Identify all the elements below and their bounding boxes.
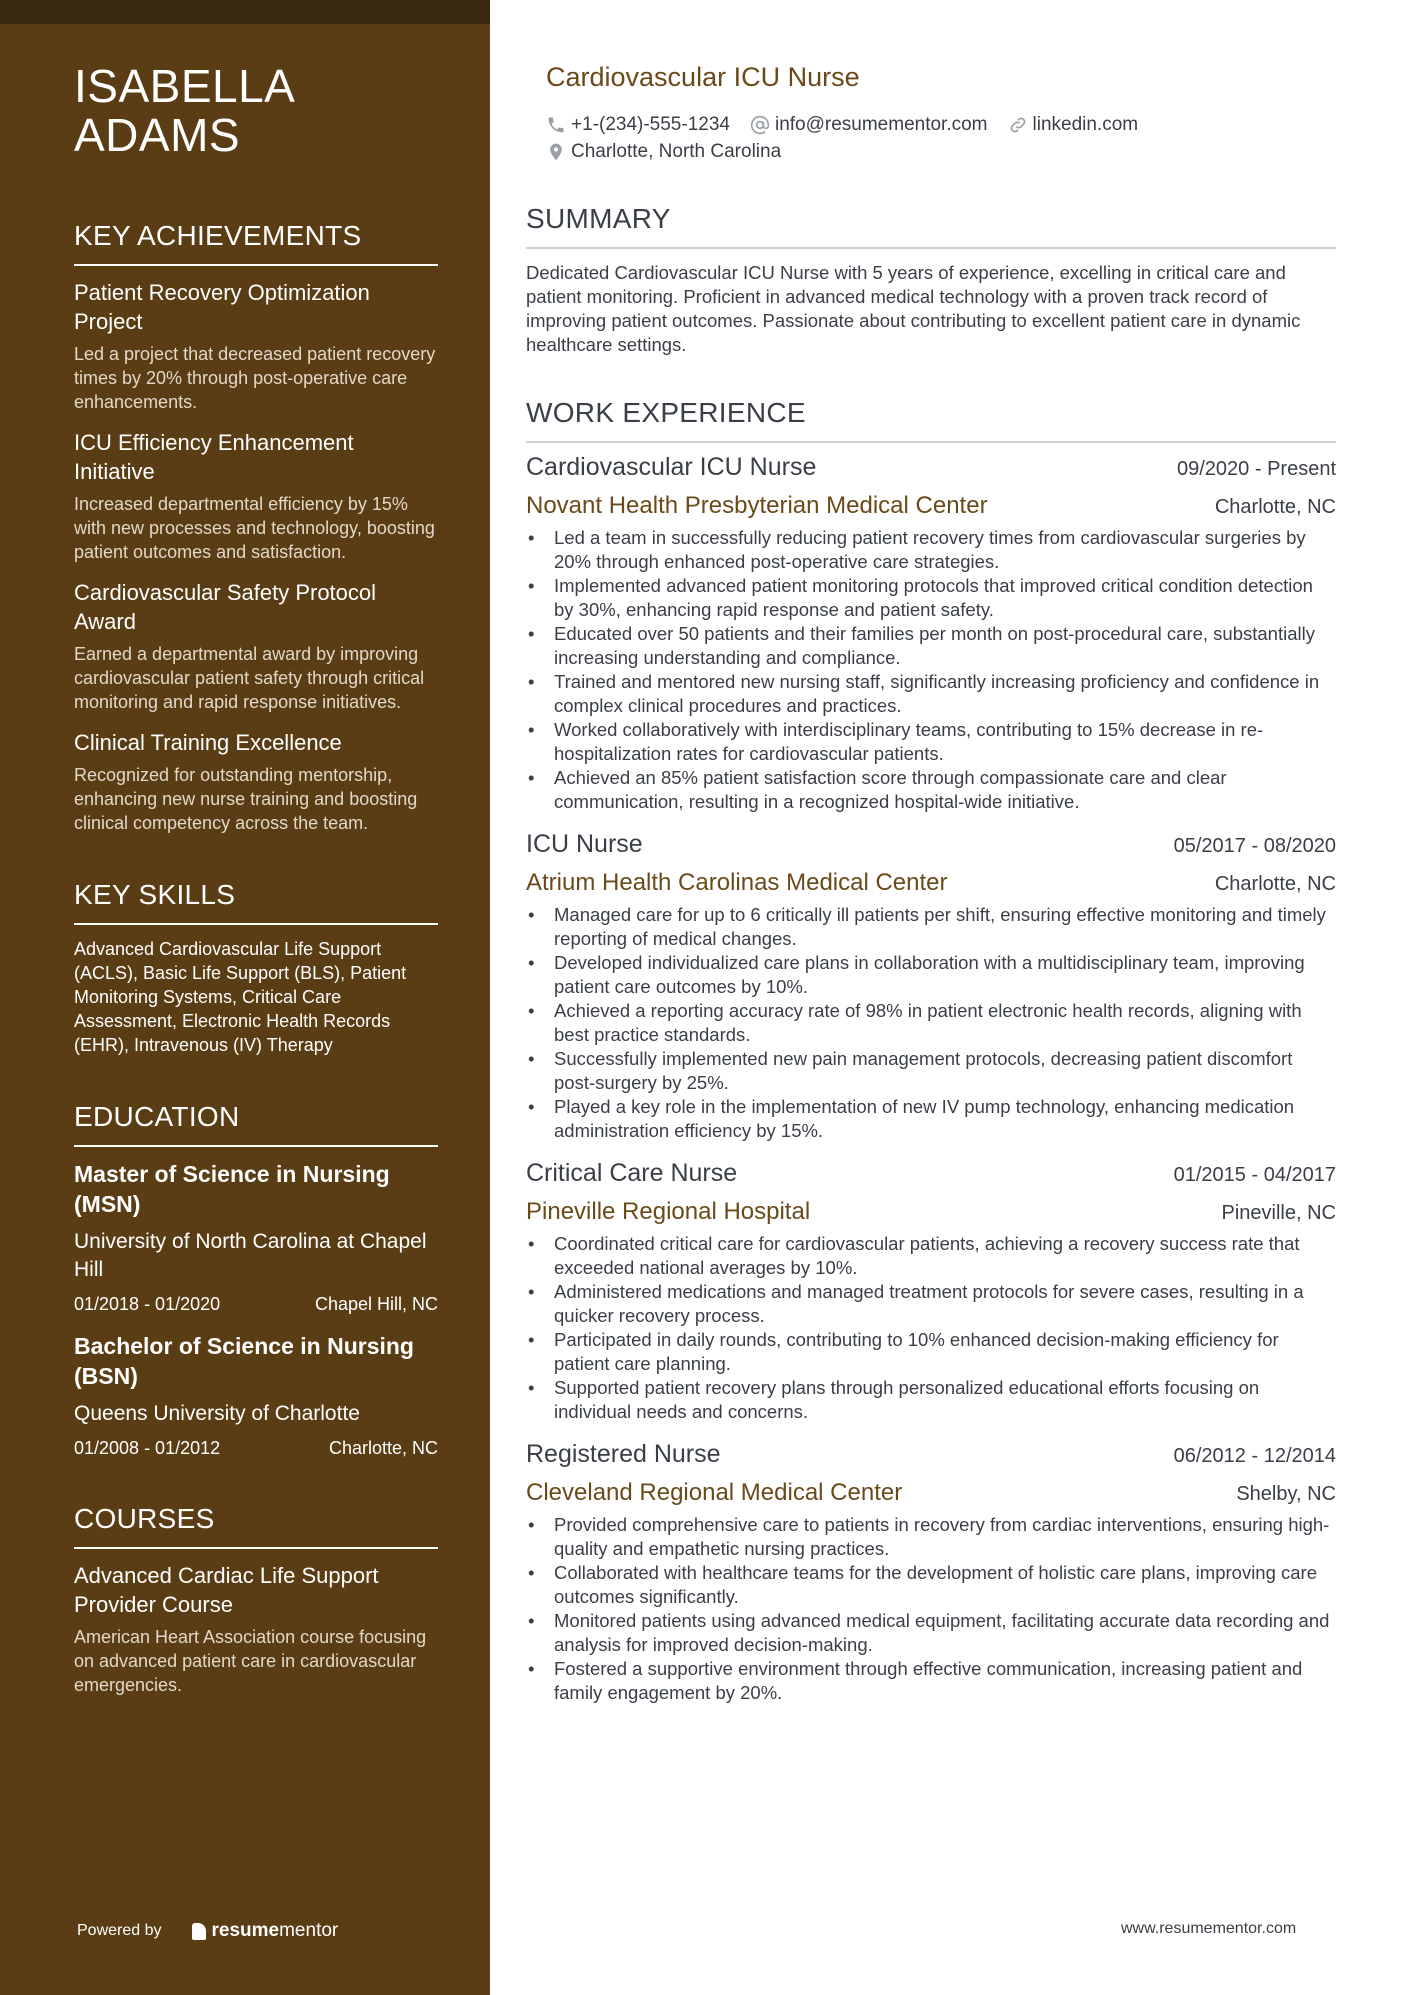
job-location: Shelby, NC [1236,1483,1336,1505]
contact-email[interactable] [750,114,988,136]
at-sign-icon [750,115,770,135]
achievement-description: Increased departmental efficiency by 15% with new processes and technology, boosting patient outcomes and satisfaction. [74,494,435,562]
job-header [526,1159,1336,1188]
brand-logo[interactable] [192,1920,339,1942]
job-dates: 01/2015 - 04/2017 [1173,1164,1336,1186]
job-subheader [526,869,1336,897]
email-text: info@resumementor.com [774,113,988,135]
contact-location [546,141,781,163]
name-first: ISABELLA [74,60,296,112]
job-location: Charlotte, NC [1214,496,1336,518]
location-text: Charlotte, North Carolina [571,140,782,162]
achievement-description: Earned a departmental award by improving cardiovascular patient safety through critical monitoring and rapid response initiatives. [74,644,425,712]
job-dates: 09/2020 - Present [1177,458,1336,480]
job-entry [526,453,1336,814]
achievement-item [74,728,438,835]
job-header [526,830,1336,859]
job-bullet: • Trained and mentored new nursing staff, significantly increasing proficiency and confidence in complex clinical procedures and practices. [526,670,1336,718]
brand-mark-icon [192,1923,206,1940]
main-content [526,62,1336,1705]
brand-light: mentor [279,1920,339,1941]
achievement-description: Recognized for outstanding mentorship, enhancing new nurse training and boosting clinical competency across the team. [74,765,418,833]
job-bullet: • Participated in daily rounds, contributing to 10% enhanced decision-making efficiency for patient care planning. [526,1328,1336,1376]
education-item [74,1331,438,1459]
education-meta [74,1294,438,1315]
summary-text: Dedicated Cardiovascular ICU Nurse with 5 years of experience, excelling in critical care and patient monitoring. Proficient in advanced medical technology with a proven track record of improving patient outcomes. Passionate about contributing to excellent patient care in dynamic healthcare settings. [526,262,1301,355]
job-subheader [526,1198,1336,1226]
job-bullet: • Educated over 50 patients and their families per month on post-procedural care, substantially increasing understanding and compliance. [526,622,1336,670]
education-school: University of North Carolina at Chapel Hill [74,1230,427,1281]
job-role: Cardiovascular ICU Nurse [526,453,817,481]
linkedin-text: linkedin.com [1032,113,1139,135]
education-section [74,1101,438,1459]
contact-info [546,111,1336,165]
education-school: Queens University of Charlotte [74,1402,360,1425]
courses-title: COURSES [74,1503,438,1549]
course-item [74,1561,438,1697]
sidebar-top-bar [0,0,490,24]
job-subheader [526,1479,1336,1507]
job-location: Charlotte, NC [1214,873,1336,895]
job-role: Critical Care Nurse [526,1159,738,1187]
job-bullets [526,526,1336,814]
key-skills-title: KEY SKILLS [74,879,438,925]
job-bullets [526,1513,1336,1705]
job-role: ICU Nurse [526,830,643,858]
key-achievements-title: KEY ACHIEVEMENTS [74,220,438,266]
job-bullet: • Worked collaboratively with interdisciplinary teams, contributing to 15% decrease in re-hospitalization rates for cardiovascular patients. [526,718,1336,766]
job-bullet: • Developed individualized care plans in collaboration with a multidisciplinary team, improving patient care outcomes by 10%. [526,951,1336,999]
headline: Cardiovascular ICU Nurse [546,62,860,92]
key-skills-section [74,879,438,1057]
phone-icon [546,115,566,135]
job-bullets [526,903,1336,1143]
job-bullet: • Collaborated with healthcare teams for the development of holistic care plans, improving care outcomes significantly. [526,1561,1336,1609]
job-company: Cleveland Regional Medical Center [526,1479,903,1506]
education-dates: 01/2018 - 01/2020 [74,1294,221,1314]
job-bullet: • Coordinated critical care for cardiovascular patients, achieving a recovery success rate that exceeded national averages by 10%. [526,1232,1336,1280]
achievement-title: ICU Efficiency Enhancement Initiative [74,430,354,484]
sidebar [0,0,490,1995]
work-experience-section [526,397,1336,1705]
job-bullet: • Successfully implemented new pain management protocols, decreasing patient discomfort post-surgery by 25%. [526,1047,1336,1095]
job-bullet: • Provided comprehensive care to patients in recovery from cardiac interventions, ensuring high-quality and empathetic nursing practices. [526,1513,1336,1561]
location-pin-icon [546,142,566,162]
job-header [526,1440,1336,1469]
job-bullet: • Achieved a reporting accuracy rate of 98% in patient electronic health records, aligning with best practice standards. [526,999,1336,1047]
footer-website-link[interactable]: www.resumementor.com [1121,1920,1297,1937]
job-bullet: • Led a team in successfully reducing patient recovery times from cardiovascular surgeries by 20% through enhanced post-operative care strategies. [526,526,1336,574]
sidebar-content [74,62,438,1697]
contact-linkedin[interactable] [1008,114,1139,136]
key-achievements-section [74,220,438,835]
job-dates: 06/2012 - 12/2014 [1173,1445,1336,1467]
education-dates: 01/2008 - 01/2012 [74,1438,221,1458]
link-icon [1008,115,1028,135]
contact-phone[interactable] [546,114,730,136]
job-subheader [526,492,1336,520]
job-bullet: • Played a key role in the implementation of new IV pump technology, enhancing medication administration efficiency by 15%. [526,1095,1336,1143]
job-bullet: • Achieved an 85% patient satisfaction score through compassionate care and clear communication, resulting in a recognized hospital-wide initiative. [526,766,1336,814]
job-bullet: • Administered medications and managed treatment protocols for severe cases, resulting in a quicker recovery process. [526,1280,1336,1328]
education-location: Chapel Hill, NC [314,1294,438,1314]
achievement-title: Cardiovascular Safety Protocol Award [74,580,377,634]
education-location: Charlotte, NC [328,1438,438,1458]
job-entry [526,1440,1336,1705]
achievement-title: Clinical Training Excellence [74,730,342,755]
job-company: Novant Health Presbyterian Medical Center [526,492,988,519]
candidate-name [74,62,438,160]
achievement-description: Led a project that decreased patient recovery times by 20% through post-operative care enhancements. [74,344,436,412]
job-company: Atrium Health Carolinas Medical Center [526,869,948,896]
education-degree: Master of Science in Nursing (MSN) [74,1161,390,1217]
job-entry [526,830,1336,1143]
contact-row [546,138,1336,165]
job-entry [526,1159,1336,1424]
job-bullet: • Monitored patients using advanced medical equipment, facilitating accurate data recording and analysis for improved decision-making. [526,1609,1336,1657]
achievement-item [74,278,438,414]
job-bullet: • Managed care for up to 6 critically ill patients per shift, ensuring effective monitoring and timely reporting of medical changes. [526,903,1336,951]
education-meta [74,1438,438,1459]
course-description: American Heart Association course focusing on advanced patient care in cardiovascular emergencies. [74,1627,427,1695]
education-degree: Bachelor of Science in Nursing (BSN) [74,1333,414,1389]
summary-section [526,203,1336,357]
education-title: EDUCATION [74,1101,438,1147]
skills-list: Advanced Cardiovascular Life Support (ACLS), Basic Life Support (BLS), Patient Monitoring Systems, Critical Care Assessment, Electronic Health Records (EHR), Intravenous (IV) Therapy [74,939,407,1055]
job-header [526,453,1336,482]
phone-text: +1-(234)-555-1234 [571,113,730,135]
job-bullet: • Implemented advanced patient monitoring protocols that improved critical condition detection by 30%, enhancing rapid response and patient safety. [526,574,1336,622]
job-dates: 05/2017 - 08/2020 [1173,835,1336,857]
work-experience-title: WORK EXPERIENCE [526,397,1336,443]
job-bullets [526,1232,1336,1424]
achievement-item [74,428,438,564]
summary-title: SUMMARY [526,203,1336,249]
courses-section [74,1503,438,1697]
job-location: Pineville, NC [1221,1202,1336,1224]
brand-bold: resume [211,1920,280,1941]
job-bullet: • Supported patient recovery plans through personalized educational efforts focusing on individual needs and concerns. [526,1376,1336,1424]
name-last: ADAMS [74,109,241,161]
achievement-item [74,578,438,714]
job-company: Pineville Regional Hospital [526,1198,811,1225]
course-title: Advanced Cardiac Life Support Provider Course [74,1563,379,1617]
powered-by-label: Powered by [77,1922,162,1939]
achievement-title: Patient Recovery Optimization Project [74,280,370,334]
job-bullet: • Fostered a supportive environment through effective communication, increasing patient and family engagement by 20%. [526,1657,1336,1705]
powered-by [77,1920,338,1942]
education-item [74,1159,438,1315]
job-role: Registered Nurse [526,1440,721,1468]
contact-row [546,111,1336,138]
